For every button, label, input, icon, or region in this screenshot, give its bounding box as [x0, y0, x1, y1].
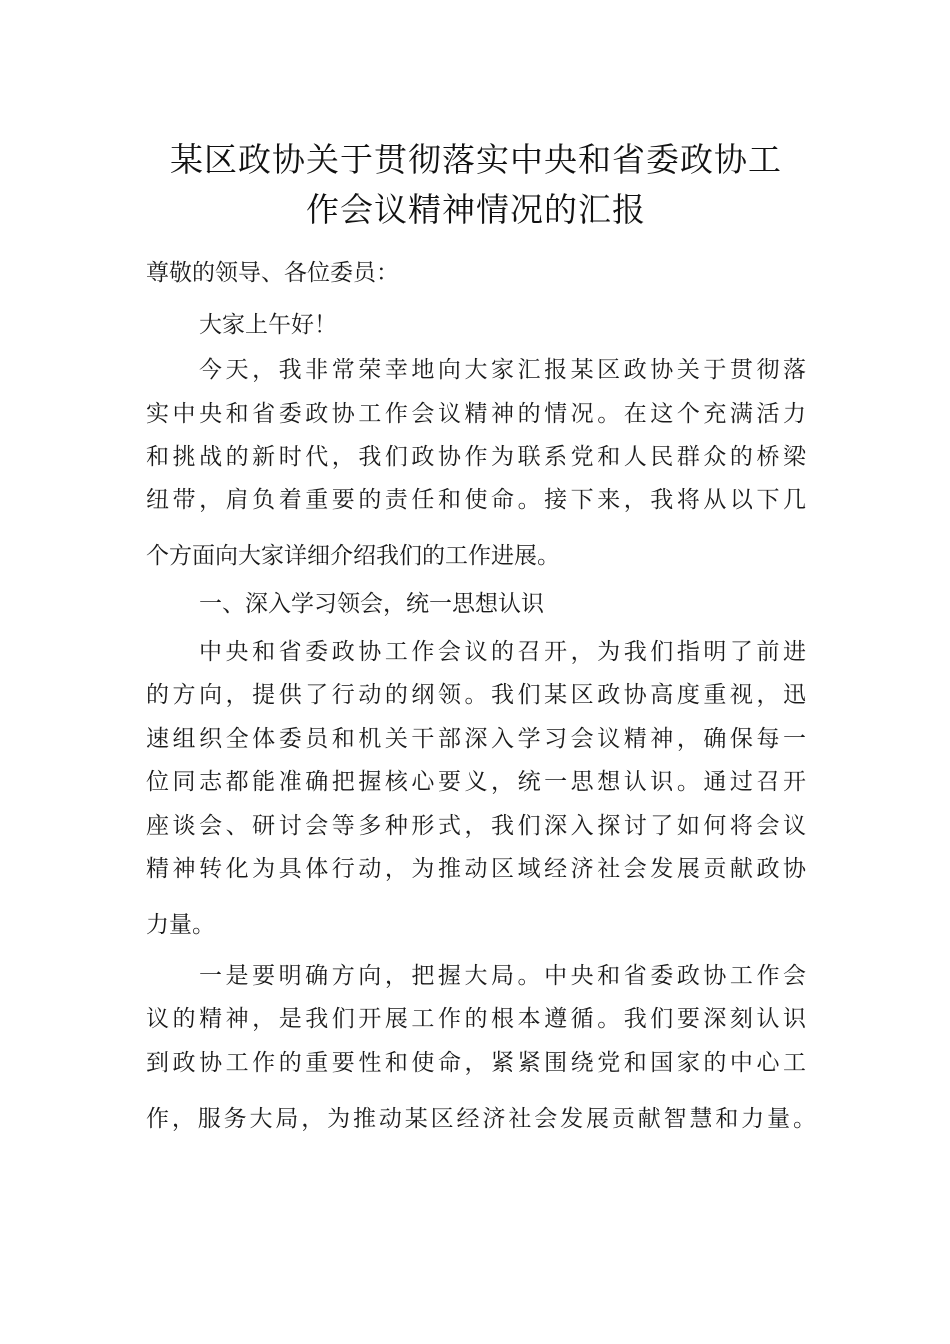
- document-title-line-2: 作会议精神情况的汇报: [306, 190, 646, 229]
- paragraph-line: 议的精神，是我们开展工作的根本遵循。我们要深刻认识: [146, 1006, 806, 1032]
- paragraph-line: 个方面向大家详细介绍我们的工作进展。: [146, 543, 560, 569]
- paragraph-line: 作，服务大局，为推动某区经济社会发展贡献智慧和力量。: [146, 1106, 816, 1132]
- paragraph-line: 速组织全体委员和机关干部深入学习会议精神，确保每一: [146, 726, 806, 752]
- paragraph-line: 到政协工作的重要性和使命，紧紧围绕党和国家的中心工: [146, 1050, 806, 1076]
- paragraph-line: 实中央和省委政协工作会议精神的情况。在这个充满活力: [146, 401, 806, 427]
- paragraph-line: 和挑战的新时代，我们政协作为联系党和人民群众的桥梁: [146, 444, 806, 470]
- section-heading: 一、深入学习领会，统一思想认识: [199, 591, 544, 617]
- greeting: 大家上午好！: [199, 312, 337, 338]
- paragraph-line: 位同志都能准确把握核心要义，统一思想认识。通过召开: [146, 769, 806, 795]
- salutation: 尊敬的领导、各位委员：: [146, 260, 399, 286]
- document-title-line-1: 某区政协关于贯彻落实中央和省委政协工: [170, 140, 782, 179]
- paragraph-line: 力量。: [146, 912, 215, 938]
- paragraph-line: 座谈会、研讨会等多种形式，我们深入探讨了如何将会议: [146, 813, 806, 839]
- paragraph-line: 的方向，提供了行动的纲领。我们某区政协高度重视，迅: [146, 682, 806, 708]
- paragraph-line: 今天，我非常荣幸地向大家汇报某区政协关于贯彻落: [199, 357, 806, 383]
- paragraph-line: 精神转化为具体行动，为推动区域经济社会发展贡献政协: [146, 856, 806, 882]
- paragraph-line: 纽带，肩负着重要的责任和使命。接下来，我将从以下几: [146, 487, 806, 513]
- paragraph-line: 中央和省委政协工作会议的召开，为我们指明了前进: [199, 639, 806, 665]
- paragraph-line: 一是要明确方向，把握大局。中央和省委政协工作会: [199, 963, 806, 989]
